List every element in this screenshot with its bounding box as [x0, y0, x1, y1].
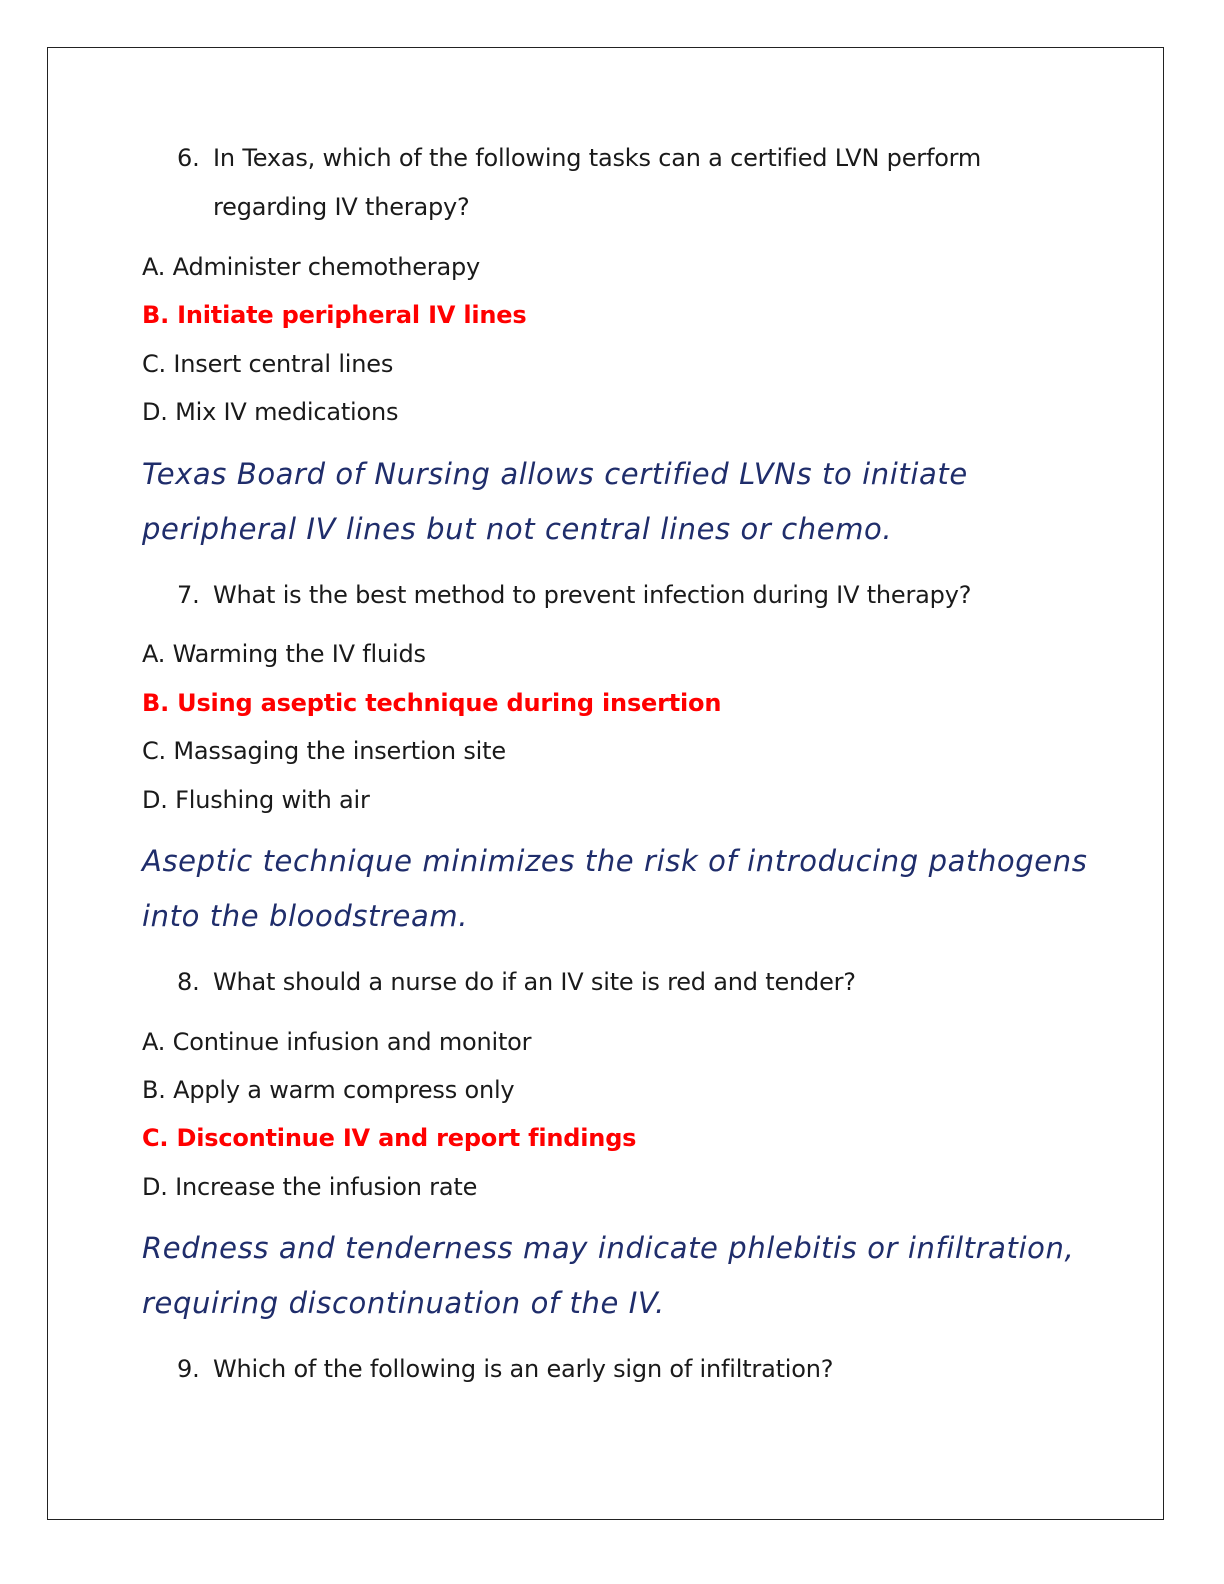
explanation-7: Aseptic technique minimizes the risk of introducing pathogens into the bloodstream. [142, 844, 1088, 933]
question-text: What is the best method to prevent infection during IV therapy? [213, 581, 972, 609]
option-7d: D. Flushing with air [142, 786, 370, 814]
question-9 [177, 1345, 1057, 1394]
question-number: 8. [177, 968, 200, 996]
option-6b-correct: B. Initiate peripheral IV lines [142, 301, 527, 329]
option-6a: A. Administer chemotherapy [142, 253, 481, 281]
option-7a: A. Warming the IV fluids [142, 640, 426, 668]
question-6 [177, 134, 1057, 232]
option-8b: B. Apply a warm compress only [142, 1076, 515, 1104]
question-number: 6. [177, 144, 200, 172]
option-7c: C. Massaging the insertion site [142, 737, 506, 765]
explanation-8: Redness and tenderness may indicate phlebitis or infiltration, requiring discontinuation of the IV. [142, 1231, 1075, 1320]
question-number: 9. [177, 1355, 200, 1383]
option-6c: C. Insert central lines [142, 350, 394, 378]
question-7 [177, 571, 1057, 620]
question-number: 7. [177, 581, 200, 609]
option-6d: D. Mix IV medications [142, 398, 399, 426]
explanation-6: Texas Board of Nursing allows certified LVNs to initiate peripheral IV lines but not central lines or chemo. [142, 457, 968, 546]
option-8c-correct: C. Discontinue IV and report findings [142, 1124, 637, 1152]
option-8d: D. Increase the infusion rate [142, 1173, 478, 1201]
option-7b-correct: B. Using aseptic technique during insertion [142, 689, 722, 717]
question-8 [177, 958, 1057, 1007]
question-text: Which of the following is an early sign of infiltration? [213, 1355, 834, 1383]
question-text: In Texas, which of the following tasks can a certified LVN perform regarding IV therapy? [213, 144, 982, 221]
option-8a: A. Continue infusion and monitor [142, 1028, 532, 1056]
question-text: What should a nurse do if an IV site is red and tender? [213, 968, 856, 996]
